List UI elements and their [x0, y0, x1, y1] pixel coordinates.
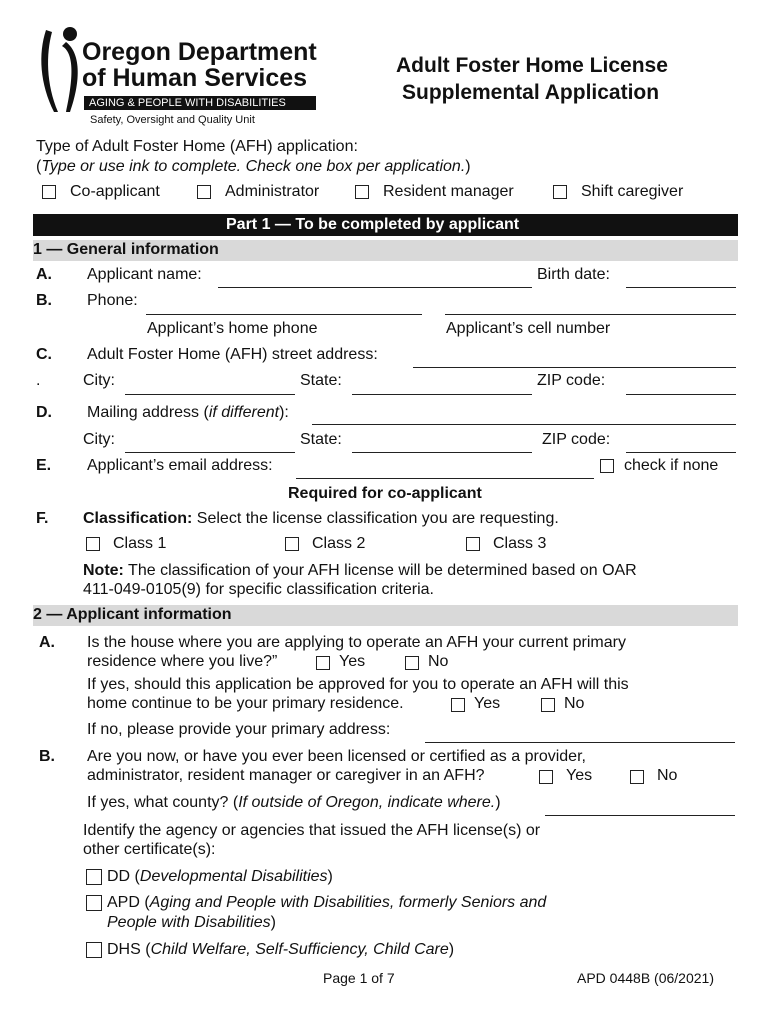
coapplicant-label: Co-applicant — [70, 183, 160, 200]
org-name-line1: Oregon Department — [82, 38, 317, 66]
apd-checkbox[interactable] — [86, 895, 102, 911]
county-label: If yes, what county? (If outside of Oregon, indicate where.) — [87, 794, 501, 811]
birth-date-label: Birth date: — [537, 266, 610, 283]
s2-a-line3: If yes, should this application be approved for you to operate an AFH will this — [87, 676, 629, 693]
dhs-checkbox[interactable] — [86, 942, 102, 958]
class1-label: Class 1 — [113, 535, 167, 552]
part1-banner — [33, 214, 738, 236]
org-tag: AGING & PEOPLE WITH DISABILITIES — [84, 96, 316, 110]
mail-state-label: State: — [300, 431, 342, 448]
dd-label: DD (Developmental Disabilities) — [107, 868, 333, 885]
afh-address-field[interactable] — [413, 367, 736, 368]
no-email-checkbox[interactable] — [600, 459, 614, 473]
residence-no-label: No — [428, 653, 449, 670]
s2-a-line1: Is the house where you are applying to operate an AFH your current primary — [87, 634, 626, 651]
s2-a-line5: If no, please provide your primary address: — [87, 721, 391, 738]
app-type-instructions: (Type or use ink to complete. Check one box per application.) — [36, 158, 471, 175]
cell-phone-field[interactable] — [445, 314, 736, 315]
section1-header — [33, 240, 738, 261]
apd-label-line1: APD (Aging and People with Disabilities, formerly Seniors and — [107, 894, 547, 911]
apd-label-line2: People with Disabilities) — [107, 914, 276, 931]
afh-address-label: Adult Foster Home (AFH) street address: — [87, 346, 378, 363]
form-title-line2: Supplemental Application — [402, 81, 660, 104]
afh-city-field[interactable] — [125, 394, 295, 395]
no-email-label: check if none — [624, 457, 719, 474]
org-sub: Safety, Oversight and Quality Unit — [90, 114, 255, 126]
app-type-label: Type of Adult Foster Home (AFH) application: — [36, 138, 358, 155]
mailing-address-field[interactable] — [312, 424, 736, 425]
continue-yes-label: Yes — [474, 695, 501, 712]
continue-no-checkbox[interactable] — [541, 698, 555, 712]
county-field[interactable] — [545, 815, 735, 816]
part1-banner-text: Part 1 — To be completed by applicant — [226, 216, 520, 233]
section1-title: 1 — General information — [33, 241, 219, 258]
applicant-name-label: Applicant name: — [87, 266, 202, 283]
cell-phone-caption: Applicant’s cell number — [446, 320, 611, 337]
c-letter: C. — [36, 346, 52, 363]
email-field[interactable] — [296, 478, 594, 479]
page-number: Page 1 of 7 — [323, 970, 395, 986]
administrator-label: Administrator — [225, 183, 320, 200]
mail-state-field[interactable] — [352, 452, 532, 453]
org-name-line2: of Human Services — [82, 64, 308, 92]
classification-label: Classification: Select the license classification you are requesting. — [83, 510, 559, 527]
primary-address-field[interactable] — [425, 742, 735, 743]
afh-zip-field[interactable] — [626, 394, 736, 395]
licensed-no-checkbox[interactable] — [630, 770, 644, 784]
applicant-name-field[interactable] — [218, 287, 532, 288]
b-letter: B. — [36, 292, 52, 309]
mailing-address-label: Mailing address (if different): — [87, 404, 289, 421]
coapplicant-checkbox[interactable] — [42, 185, 56, 199]
s2-a-line4: home continue to be your primary residence. — [87, 695, 404, 712]
a-letter: A. — [36, 266, 52, 283]
class3-label: Class 3 — [493, 535, 547, 552]
agency-line2: other certificate(s): — [83, 841, 216, 858]
form-number: APD 0448B (06/2021) — [577, 970, 714, 986]
afh-state-field[interactable] — [352, 394, 532, 395]
section2-header — [33, 605, 738, 626]
dhs-label: DHS (Child Welfare, Self-Sufficiency, Child Care) — [107, 941, 455, 958]
class1-checkbox[interactable] — [86, 537, 100, 551]
home-phone-caption: Applicant’s home phone — [147, 320, 318, 337]
s2-a-letter: A. — [39, 634, 55, 651]
s2-b-line2: administrator, resident manager or caregiver in an AFH? — [87, 767, 485, 784]
administrator-checkbox[interactable] — [197, 185, 211, 199]
class2-label: Class 2 — [312, 535, 366, 552]
classification-note-line2: 411-049-0105(9) for specific classification criteria. — [83, 581, 434, 598]
agency-line1: Identify the agency or agencies that issued the AFH license(s) or — [83, 822, 541, 839]
class2-checkbox[interactable] — [285, 537, 299, 551]
c-dot: . — [36, 372, 41, 389]
continue-yes-checkbox[interactable] — [451, 698, 465, 712]
phone-label: Phone: — [87, 292, 138, 309]
resident-manager-checkbox[interactable] — [355, 185, 369, 199]
e-letter: E. — [36, 457, 52, 474]
home-phone-field[interactable] — [146, 314, 422, 315]
afh-zip-label: ZIP code: — [537, 372, 606, 389]
dhs-logo — [36, 24, 86, 116]
mail-zip-label: ZIP code: — [542, 431, 611, 448]
continue-no-label: No — [564, 695, 585, 712]
mail-zip-field[interactable] — [626, 452, 736, 453]
resident-manager-label: Resident manager — [383, 183, 514, 200]
shift-caregiver-checkbox[interactable] — [553, 185, 567, 199]
email-label: Applicant’s email address: — [87, 457, 273, 474]
licensed-yes-label: Yes — [566, 767, 593, 784]
required-coapplicant: Required for co-applicant — [288, 485, 482, 502]
section2-title: 2 — Applicant information — [33, 606, 232, 623]
class3-checkbox[interactable] — [466, 537, 480, 551]
residence-yes-label: Yes — [339, 653, 366, 670]
form-title-line1: Adult Foster Home License — [396, 54, 668, 77]
licensed-no-label: No — [657, 767, 678, 784]
f-letter: F. — [36, 510, 49, 527]
classification-note-line1: Note: The classification of your AFH license will be determined based on OAR — [83, 562, 637, 579]
afh-city-label: City: — [83, 372, 115, 389]
afh-state-label: State: — [300, 372, 342, 389]
shift-caregiver-label: Shift caregiver — [581, 183, 684, 200]
mail-city-label: City: — [83, 431, 115, 448]
dd-checkbox[interactable] — [86, 869, 102, 885]
s2-a-line2: residence where you live?” — [87, 653, 278, 670]
mail-city-field[interactable] — [125, 452, 295, 453]
licensed-yes-checkbox[interactable] — [539, 770, 553, 784]
residence-no-checkbox[interactable] — [405, 656, 419, 670]
residence-yes-checkbox[interactable] — [316, 656, 330, 670]
s2-b-letter: B. — [39, 748, 55, 765]
dhs-figure-logo-icon — [36, 24, 86, 116]
birth-date-field[interactable] — [626, 287, 736, 288]
d-letter: D. — [36, 404, 52, 421]
s2-b-line1: Are you now, or have you ever been licensed or certified as a provider, — [87, 748, 586, 765]
